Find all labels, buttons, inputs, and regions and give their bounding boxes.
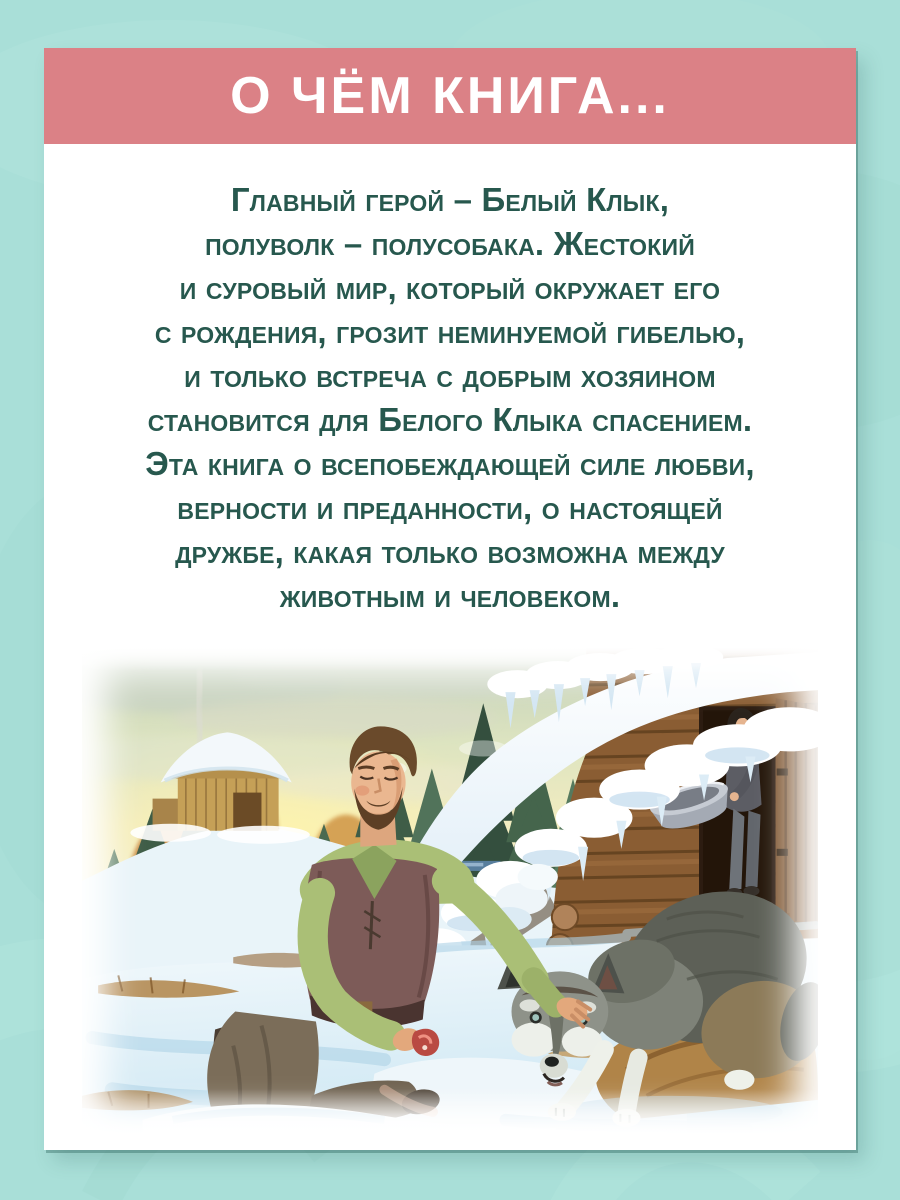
description-line: Главный герой – Белый Клык, [230, 181, 670, 218]
card-title: О ЧЁМ КНИГА... [230, 67, 670, 125]
description-line: и только встреча с добрым хозяином [184, 357, 716, 394]
card-header [44, 48, 856, 144]
description-line: с рождения, грозит неминуемой гибелью, [154, 313, 746, 350]
illustration-winter-scene [82, 648, 818, 1140]
description-line: Эта книга о всепобеждающей силе любви, [145, 445, 755, 482]
info-card [44, 48, 856, 1150]
description-line: верности и преданности, о настоящей [177, 489, 723, 526]
description-line: дружбе, какая только возможна между [175, 533, 725, 570]
winter-scene-drawing [82, 648, 818, 1140]
description-line: и суровый мир, который окружает его [179, 269, 721, 306]
book-description [44, 144, 856, 618]
description-line: полуволк – полусобака. Жестокий [205, 225, 695, 262]
description-line: становится для Белого Клыка спасением. [147, 401, 753, 438]
description-line: животным и человеком. [279, 577, 621, 614]
